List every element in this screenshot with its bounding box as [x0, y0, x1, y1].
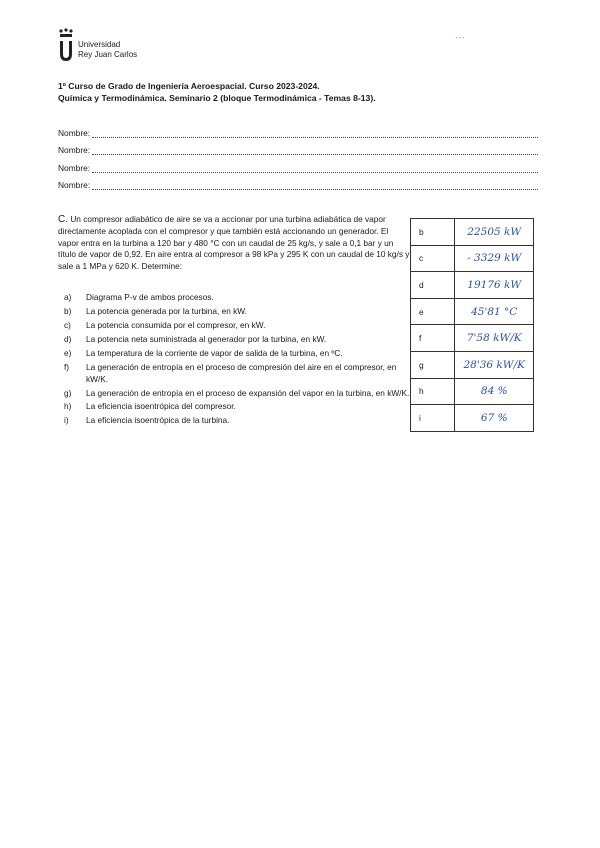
task-key: h)	[64, 401, 72, 412]
answer-row	[411, 272, 534, 299]
name-row[interactable]	[58, 120, 538, 138]
task-text: La temperatura de la corriente de vapor de salida de la turbina, en ºC.	[86, 347, 343, 358]
answer-row	[411, 325, 534, 352]
task-text: La potencia neta suministrada al generador por la turbina, en kW.	[86, 333, 327, 344]
task-item	[64, 388, 416, 400]
name-row[interactable]	[58, 138, 538, 156]
course-heading-line2: Química y Termodinámica. Seminario 2 (bloque Termodinámica - Temas 8-13).	[58, 93, 376, 103]
task-text: La generación de entropía en el proceso de expansión del vapor en la turbina, en kW/K.	[86, 387, 410, 398]
answer-key: d	[411, 272, 455, 299]
answer-row	[411, 351, 534, 378]
answer-value-handwritten[interactable]: 19176 kW	[455, 272, 534, 299]
answer-value-handwritten[interactable]: 67 %	[455, 405, 534, 432]
task-item	[64, 334, 416, 346]
task-text: La eficiencia isoentrópica de la turbina.	[86, 415, 230, 426]
name-label: Nombre:	[58, 162, 91, 173]
task-item	[64, 362, 416, 385]
answer-key: h	[411, 378, 455, 405]
task-text: La potencia consumida por el compresor, en kW.	[86, 319, 266, 330]
name-dotted-line[interactable]	[92, 180, 538, 190]
answer-value-handwritten[interactable]: 28'36 kW/K	[455, 351, 534, 378]
task-key: e)	[64, 347, 72, 358]
answer-value-handwritten[interactable]: 7'58 kW/K	[455, 325, 534, 352]
task-text: Diagrama P-v de ambos procesos.	[86, 292, 214, 302]
task-key: f)	[64, 361, 70, 372]
task-item	[64, 348, 416, 360]
answer-key: g	[411, 351, 455, 378]
name-row[interactable]	[58, 155, 538, 173]
university-crown-emblem-icon	[58, 28, 74, 62]
task-text: La eficiencia isoentrópica del compresor.	[86, 401, 236, 412]
answer-row	[411, 298, 534, 325]
task-text: La potencia generada por la turbina, en kW.	[86, 305, 247, 316]
name-dotted-line[interactable]	[92, 163, 538, 173]
answer-key: f	[411, 325, 455, 352]
student-names-block	[58, 120, 538, 190]
name-label: Nombre:	[58, 127, 91, 138]
task-text: La generación de entropía en el proceso de compresión del aire en el compresor, en kW/K.	[86, 361, 397, 384]
name-dotted-line[interactable]	[92, 145, 538, 155]
university-name	[78, 40, 137, 60]
task-list	[64, 292, 416, 429]
corner-dots: ...	[455, 30, 466, 40]
answer-row	[411, 245, 534, 272]
problem-letter: C.	[58, 214, 68, 225]
university-name-line1: Universidad	[78, 40, 121, 49]
answer-key: b	[411, 219, 455, 246]
course-heading-line1: 1º Curso de Grado de Ingeniería Aeroespacial. Curso 2023-2024.	[58, 81, 320, 91]
task-key: i)	[64, 415, 69, 426]
answer-key: c	[411, 245, 455, 272]
answers-table	[410, 218, 534, 432]
task-key: g)	[64, 387, 72, 398]
name-label: Nombre:	[58, 145, 91, 155]
answer-row	[411, 405, 534, 432]
name-dotted-line[interactable]	[92, 128, 538, 138]
task-item	[64, 415, 416, 427]
answer-row	[411, 219, 534, 246]
answer-value-handwritten[interactable]: 84 %	[455, 378, 534, 405]
course-heading	[58, 80, 558, 104]
task-key: c)	[64, 319, 71, 330]
answer-value-handwritten[interactable]: - 3329 kW	[455, 245, 534, 272]
answer-value-handwritten[interactable]: 22505 kW	[455, 219, 534, 246]
problem-text: Un compresor adiabático de aire se va a accionar por una turbina adiabática de vapor directamente acoplada con el compresor y que también está accionando un generador. El vapor entra en la turbina a 120 bar y 480 °C con un caudal de 25 kg/s, y sale a 0,1 bar y un título de vapor de 0,92. En aire entra al compresor a 98 kPa y 295 K con un caudal de 10 kg/s y sale a 1 MPa y 620 K. Determine:	[58, 214, 410, 272]
problem-statement	[58, 214, 410, 273]
university-name-line2: Rey Juan Carlos	[78, 50, 138, 59]
name-row[interactable]	[58, 173, 538, 191]
task-item	[64, 306, 416, 318]
university-logo	[58, 28, 138, 64]
task-item	[64, 292, 416, 304]
task-item	[64, 320, 416, 332]
task-item	[64, 401, 416, 413]
answer-key: i	[411, 405, 455, 432]
answer-value-handwritten[interactable]: 45'81 °C	[455, 298, 534, 325]
task-key: b)	[64, 305, 72, 316]
answer-key: e	[411, 298, 455, 325]
task-key: a)	[64, 292, 72, 302]
answer-row	[411, 378, 534, 405]
name-label: Nombre:	[58, 180, 91, 190]
task-key: d)	[64, 333, 72, 344]
